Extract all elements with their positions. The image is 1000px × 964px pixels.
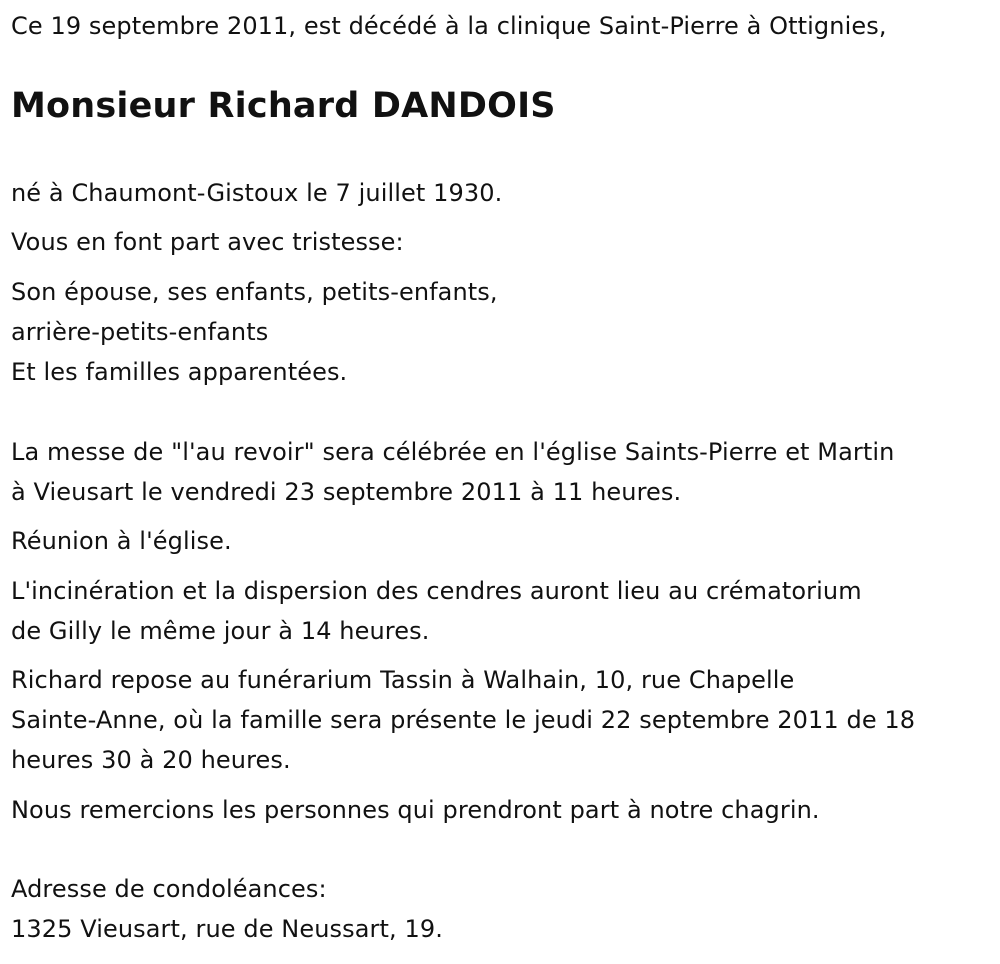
mass-line: La messe de "l'au revoir" sera célébrée en l'église Saints-Pierre et Martin [11, 438, 895, 466]
mass-line: à Vieusart le vendredi 23 septembre 2011 à 11 heures. [11, 478, 682, 506]
family-line: Et les familles apparentées. [11, 358, 348, 386]
family-line: arrière-petits-enfants [11, 318, 269, 346]
condolences-label: Adresse de condoléances: [11, 875, 327, 903]
rest-line: heures 30 à 20 heures. [11, 746, 291, 774]
cremation-line: L'incinération et la dispersion des cendres auront lieu au crématorium [11, 577, 862, 605]
condolences-address: 1325 Vieusart, rue de Neussart, 19. [11, 915, 443, 943]
cremation-line: de Gilly le même jour à 14 heures. [11, 617, 430, 645]
birth-text: né à Chaumont-Gistoux le 7 juillet 1930. [11, 179, 503, 207]
intro-text: Ce 19 septembre 2011, est décédé à la clinique Saint-Pierre à Ottignies, [11, 12, 887, 40]
announce-text: Vous en font part avec tristesse: [11, 228, 404, 256]
family-line: Son épouse, ses enfants, petits-enfants, [11, 278, 498, 306]
rest-line: Richard repose au funérarium Tassin à Walhain, 10, rue Chapelle [11, 666, 795, 694]
thanks-text: Nous remercions les personnes qui prendront part à notre chagrin. [11, 796, 820, 824]
deceased-name: Monsieur Richard DANDOIS [11, 86, 556, 126]
rest-line: Sainte-Anne, où la famille sera présente le jeudi 22 septembre 2011 de 18 [11, 706, 916, 734]
meeting-text: Réunion à l'église. [11, 527, 232, 555]
